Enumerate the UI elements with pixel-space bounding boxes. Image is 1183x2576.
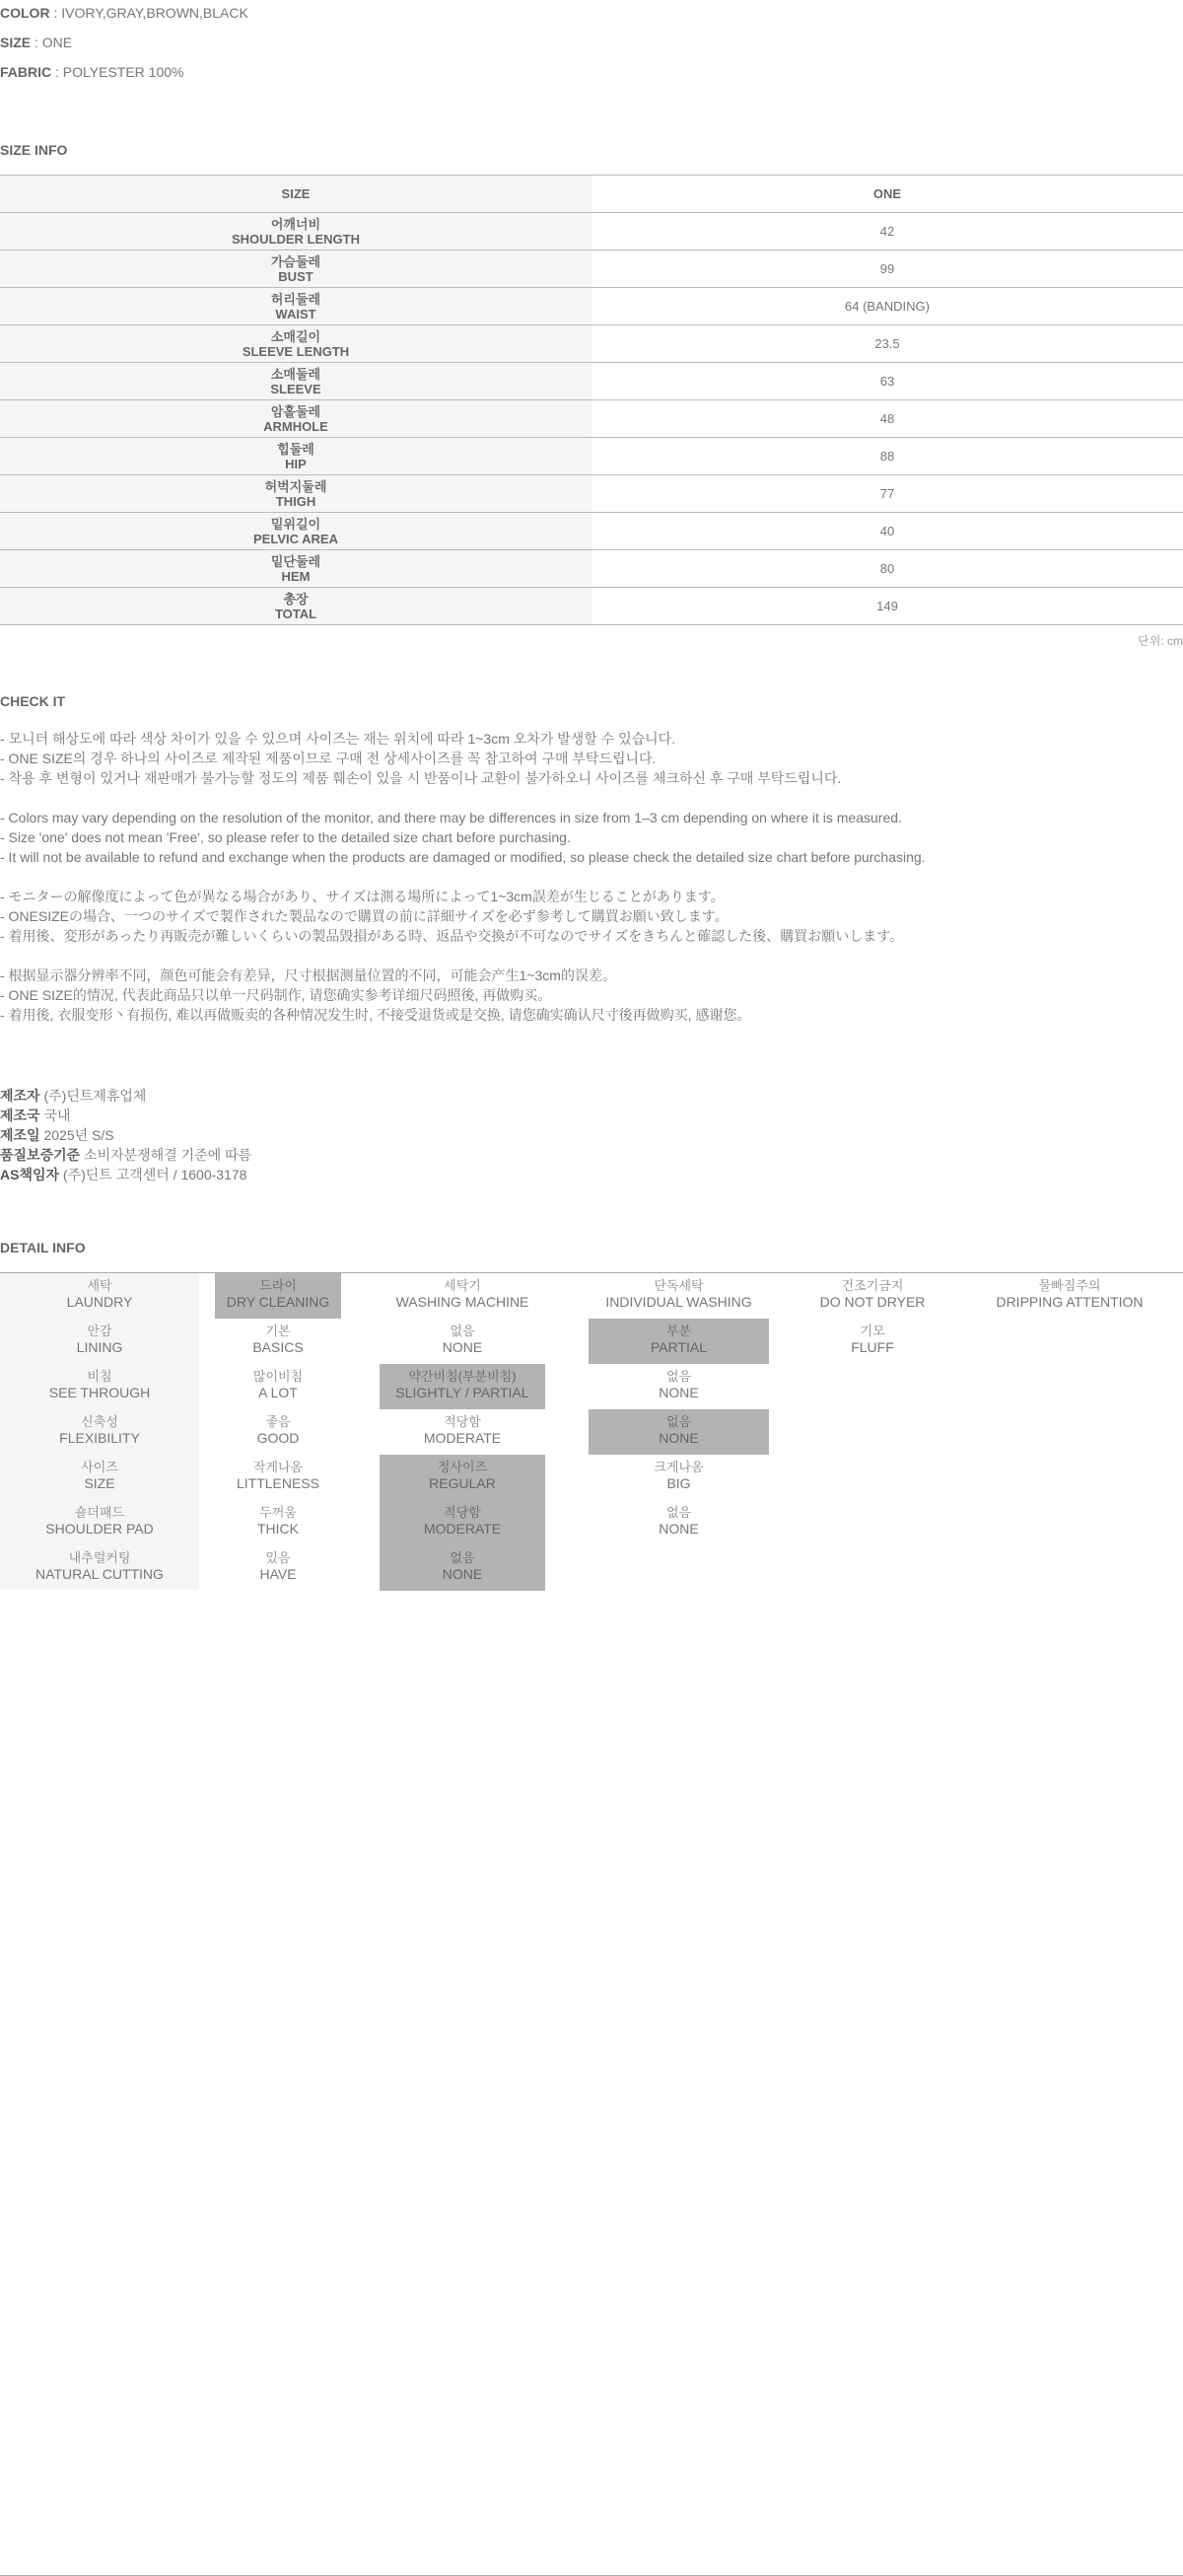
size-table-header bbox=[0, 176, 1183, 213]
detail-option-en: NONE bbox=[442, 1566, 483, 1582]
detail-option-ko: 물빠짐주의 bbox=[1038, 1278, 1101, 1293]
spec-fabric bbox=[0, 64, 183, 80]
size-measure-value: 88 bbox=[592, 438, 1183, 475]
size-measure-value: 99 bbox=[592, 250, 1183, 288]
detail-option bbox=[215, 1409, 341, 1455]
detail-option-en: MODERATE bbox=[423, 1521, 502, 1537]
check-it-line: - ONE SIZE的情况, 代表此商品只以单一尺码制作, 请您确实参考详细尺码照後, 再做购买。 bbox=[0, 987, 552, 1003]
measure-name-en: BUST bbox=[278, 268, 313, 284]
measure-name-ko: 허벅지둘레 bbox=[264, 478, 327, 494]
detail-row-label bbox=[0, 1459, 199, 1494]
spec-separator: : bbox=[31, 35, 42, 50]
check-it-body bbox=[0, 729, 926, 1044]
size-measure-label bbox=[0, 475, 592, 513]
detail-option-ko: 부분 bbox=[665, 1324, 692, 1338]
spec-value: ONE bbox=[41, 35, 73, 50]
detail-row-label bbox=[0, 1277, 199, 1313]
size-measure-value: 42 bbox=[592, 213, 1183, 250]
measure-name-en: HIP bbox=[285, 456, 307, 471]
detail-label-en: LINING bbox=[76, 1339, 123, 1355]
detail-option-ko: 단독세탁 bbox=[654, 1278, 704, 1293]
detail-option bbox=[589, 1364, 769, 1409]
measure-name-en: PELVIC AREA bbox=[253, 531, 338, 546]
detail-option-ko: 기모 bbox=[860, 1324, 885, 1338]
detail-option-en: DRY CLEANING bbox=[226, 1294, 330, 1310]
size-measure-value: 40 bbox=[592, 513, 1183, 550]
detail-option-ko: 없음 bbox=[450, 1550, 475, 1565]
detail-option-en: WASHING MACHINE bbox=[395, 1294, 529, 1310]
size-info-title: SIZE INFO bbox=[0, 142, 68, 158]
detail-option-en: NONE bbox=[659, 1521, 699, 1537]
detail-option-selected bbox=[589, 1319, 769, 1364]
check-it-line: - ONE SIZE의 경우 하나의 사이즈로 제작된 제품이므로 구매 전 상세사이즈를 꼭 참고하여 구매 부탁드립니다. bbox=[0, 751, 657, 766]
detail-option-ko: 크게나옴 bbox=[654, 1460, 704, 1474]
detail-label-ko: 사이즈 bbox=[81, 1460, 118, 1474]
detail-option bbox=[215, 1500, 341, 1545]
detail-option-en: NONE bbox=[659, 1385, 699, 1400]
size-measure-value: 149 bbox=[592, 588, 1183, 625]
detail-row-label bbox=[0, 1368, 199, 1403]
size-measure-value: 48 bbox=[592, 400, 1183, 438]
measure-name-ko: 소매둘레 bbox=[270, 366, 321, 382]
maker-info-line bbox=[0, 1145, 251, 1165]
check-it-line: - Colors may vary depending on the resolution of the monitor, and there may be differences in size from 1–3 cm depending on where it is measured. bbox=[0, 810, 902, 825]
maker-info-value: (주)딘트제휴업체 bbox=[43, 1088, 147, 1104]
detail-option-en: NONE bbox=[442, 1339, 483, 1355]
detail-option-selected bbox=[380, 1545, 545, 1591]
measure-name-ko: 소매길이 bbox=[270, 328, 321, 344]
detail-option bbox=[215, 1364, 341, 1409]
size-table-row bbox=[0, 475, 1183, 513]
detail-label-en: NATURAL CUTTING bbox=[35, 1566, 164, 1582]
detail-label-en: SEE THROUGH bbox=[48, 1385, 151, 1400]
spec-separator: : bbox=[49, 5, 62, 21]
check-it-line: - 着用後、変形があったり再販売が難しいくらいの製品毀損がある時、返品や交換が不可なのでサイズをきちんと確認した後、購買お願いします。 bbox=[0, 928, 904, 944]
detail-row-label bbox=[0, 1504, 199, 1539]
measure-name-en: SLEEVE bbox=[270, 381, 321, 396]
detail-option bbox=[589, 1273, 769, 1319]
maker-info-value: 국내 bbox=[43, 1108, 71, 1123]
measure-name-ko: 밑위길이 bbox=[270, 516, 321, 532]
spec-color bbox=[0, 5, 248, 21]
detail-label-ko: 안감 bbox=[87, 1324, 112, 1338]
maker-info-line bbox=[0, 1106, 251, 1125]
detail-option-en: NONE bbox=[659, 1430, 699, 1446]
maker-info bbox=[0, 1086, 251, 1184]
detail-option-ko: 없음 bbox=[450, 1324, 475, 1338]
measure-name-ko: 힙둘레 bbox=[277, 441, 314, 457]
measure-name-en: SLEEVE LENGTH bbox=[242, 343, 350, 359]
size-header-value: ONE bbox=[592, 176, 1183, 213]
measure-name-ko: 가슴둘레 bbox=[270, 253, 321, 269]
detail-label-en: LAUNDRY bbox=[66, 1294, 133, 1310]
size-measure-label bbox=[0, 588, 592, 625]
maker-info-line bbox=[0, 1125, 251, 1145]
detail-option-en: INDIVIDUAL WASHING bbox=[605, 1294, 752, 1310]
spec-value: IVORY,GRAY,BROWN,BLACK bbox=[61, 5, 248, 21]
size-header-label: SIZE bbox=[0, 176, 592, 213]
check-it-line: - 根据显示器分辨率不同，颜色可能会有差异，尺寸根据测量位置的不同，可能会产生1~3cm的误差。 bbox=[0, 967, 616, 983]
detail-option-ko: 두꺼움 bbox=[259, 1505, 297, 1520]
detail-label-en: FLEXIBILITY bbox=[59, 1430, 140, 1446]
check-it-paragraph bbox=[0, 729, 926, 788]
detail-option-en: BASICS bbox=[252, 1339, 304, 1355]
detail-option bbox=[784, 1273, 961, 1319]
detail-option bbox=[784, 1319, 961, 1364]
detail-option-en: MODERATE bbox=[423, 1430, 502, 1446]
detail-option-ko: 기본 bbox=[265, 1324, 291, 1338]
detail-option-en: GOOD bbox=[256, 1430, 300, 1446]
unit-note: 단위: cm bbox=[1138, 634, 1183, 648]
detail-option-en: THICK bbox=[257, 1521, 299, 1537]
detail-info-title: DETAIL INFO bbox=[0, 1240, 86, 1255]
detail-option bbox=[589, 1455, 769, 1500]
detail-option-ko: 정사이즈 bbox=[437, 1460, 488, 1474]
size-table-row bbox=[0, 325, 1183, 363]
spec-label: SIZE bbox=[0, 35, 32, 50]
size-measure-value: 23.5 bbox=[592, 325, 1183, 363]
size-measure-label bbox=[0, 213, 592, 250]
detail-option-en: PARTIAL bbox=[650, 1339, 708, 1355]
detail-row-label bbox=[0, 1413, 199, 1449]
detail-label-ko: 내추럴커팅 bbox=[68, 1550, 131, 1565]
size-measure-value: 64 (BANDING) bbox=[592, 288, 1183, 325]
detail-option-en: REGULAR bbox=[429, 1475, 496, 1491]
detail-option-en: LITTLENESS bbox=[236, 1475, 320, 1491]
spec-separator: : bbox=[51, 64, 63, 80]
detail-option bbox=[215, 1455, 341, 1500]
check-it-line: - 모니터 해상도에 따라 색상 차이가 있을 수 있으며 사이즈는 재는 위치에 따라 1~3cm 오차가 발생할 수 있습니다. bbox=[0, 731, 676, 747]
detail-option-ko: 없음 bbox=[665, 1414, 692, 1429]
detail-option-ko: 없음 bbox=[665, 1505, 692, 1520]
detail-label-ko: 비침 bbox=[87, 1369, 112, 1384]
maker-info-label: 제조국 bbox=[0, 1108, 40, 1123]
detail-option-selected bbox=[380, 1455, 545, 1500]
measure-name-en: WAIST bbox=[275, 306, 316, 322]
check-it-line: - It will not be available to refund and exchange when the products are damaged or modified, so please check the detailed size chart before purchasing. bbox=[0, 849, 926, 865]
size-table-row bbox=[0, 363, 1183, 400]
size-table-row bbox=[0, 250, 1183, 288]
check-it-paragraph bbox=[0, 808, 926, 867]
size-table-row bbox=[0, 400, 1183, 438]
check-it-paragraph bbox=[0, 887, 926, 946]
spec-label: COLOR bbox=[0, 5, 50, 21]
detail-label-en: SHOULDER PAD bbox=[45, 1521, 154, 1537]
detail-option bbox=[380, 1319, 545, 1364]
size-table bbox=[0, 175, 1183, 625]
size-measure-label bbox=[0, 325, 592, 363]
maker-info-value: 2025년 S/S bbox=[43, 1127, 114, 1143]
detail-option-ko: 드라이 bbox=[259, 1278, 297, 1293]
detail-row-label bbox=[0, 1549, 199, 1585]
detail-option-ko: 건조기금지 bbox=[841, 1278, 904, 1293]
measure-name-ko: 암홀둘레 bbox=[270, 403, 321, 419]
detail-option-ko: 적당함 bbox=[444, 1505, 481, 1520]
size-measure-value: 77 bbox=[592, 475, 1183, 513]
maker-info-label: 제조일 bbox=[0, 1127, 40, 1143]
check-it-paragraph bbox=[0, 966, 926, 1025]
size-measure-label bbox=[0, 550, 592, 588]
measure-name-en: ARMHOLE bbox=[263, 418, 328, 434]
measure-name-en: SHOULDER LENGTH bbox=[232, 231, 360, 247]
size-table-row bbox=[0, 288, 1183, 325]
detail-row-label bbox=[0, 1323, 199, 1358]
detail-option-ko: 작게나옴 bbox=[252, 1460, 304, 1474]
maker-info-line bbox=[0, 1086, 251, 1106]
detail-label-en: SIZE bbox=[84, 1475, 115, 1491]
size-table-row bbox=[0, 438, 1183, 475]
check-it-line: - 着用後, 衣服变形丶有损伤, 难以再做贩卖的各种情况发生时, 不接受退货或是交换, 请您确实确认尺寸後再做购买, 感谢您。 bbox=[0, 1007, 751, 1023]
detail-option-selected bbox=[380, 1364, 545, 1409]
measure-name-ko: 허리둘레 bbox=[270, 291, 321, 307]
size-measure-value: 63 bbox=[592, 363, 1183, 400]
detail-label-ko: 세탁 bbox=[87, 1278, 112, 1293]
maker-info-line bbox=[0, 1165, 251, 1184]
detail-option-en: SLIGHTLY / PARTIAL bbox=[395, 1385, 529, 1400]
check-it-line: - モニターの解像度によって色が異なる場合があり、サイズは測る場所によって1~3cm誤差が生じることがあります。 bbox=[0, 889, 725, 904]
size-measure-label bbox=[0, 363, 592, 400]
detail-option-en: DRIPPING ATTENTION bbox=[996, 1294, 1144, 1310]
detail-option-ko: 있음 bbox=[265, 1550, 291, 1565]
detail-option-ko: 좋음 bbox=[265, 1414, 291, 1429]
maker-info-label: AS책임자 bbox=[0, 1167, 60, 1182]
detail-option bbox=[971, 1273, 1168, 1319]
detail-option bbox=[215, 1319, 341, 1364]
detail-option bbox=[380, 1273, 545, 1319]
detail-option-en: A LOT bbox=[258, 1385, 298, 1400]
detail-label-ko: 숄더패드 bbox=[74, 1505, 125, 1520]
measure-name-en: THIGH bbox=[275, 493, 316, 509]
size-table-row bbox=[0, 550, 1183, 588]
size-table-row bbox=[0, 513, 1183, 550]
spec-label: FABRIC bbox=[0, 64, 52, 80]
detail-option-en: HAVE bbox=[259, 1566, 297, 1582]
detail-option-selected bbox=[215, 1273, 341, 1319]
detail-option bbox=[215, 1545, 341, 1591]
measure-name-en: HEM bbox=[281, 568, 311, 584]
detail-option-ko: 세탁기 bbox=[444, 1278, 481, 1293]
check-it-line: - ONESIZEの場合、一つのサイズで製作された製品なので購買の前に詳細サイズを必ず参考して購買お願い致します。 bbox=[0, 908, 729, 924]
detail-option-ko: 약간비침(부분비침) bbox=[408, 1369, 517, 1384]
detail-option-selected bbox=[589, 1409, 769, 1455]
spec-value: POLYESTER 100% bbox=[62, 64, 184, 80]
detail-option-ko: 적당함 bbox=[444, 1414, 481, 1429]
detail-option-en: BIG bbox=[666, 1475, 691, 1491]
check-it-line: - 착용 후 변형이 있거나 재판매가 불가능할 정도의 제품 훼손이 있을 시 반품이나 교환이 불가하오니 사이즈를 체크하신 후 구매 부탁드립니다. bbox=[0, 770, 842, 786]
measure-name-ko: 총장 bbox=[283, 591, 309, 607]
size-table-row bbox=[0, 588, 1183, 625]
size-table-row bbox=[0, 213, 1183, 250]
spec-size bbox=[0, 35, 72, 50]
detail-option-en: DO NOT DRYER bbox=[819, 1294, 926, 1310]
maker-info-value: (주)딘트 고객센터 / 1600-3178 bbox=[62, 1167, 247, 1182]
measure-name-ko: 밑단둘레 bbox=[270, 553, 321, 569]
measure-name-ko: 어깨너비 bbox=[270, 216, 321, 232]
detail-option-ko: 많이비침 bbox=[252, 1369, 304, 1384]
detail-option bbox=[380, 1409, 545, 1455]
maker-info-label: 제조자 bbox=[0, 1088, 40, 1104]
measure-name-en: TOTAL bbox=[274, 606, 317, 621]
size-measure-value: 80 bbox=[592, 550, 1183, 588]
check-it-line: - Size 'one' does not mean 'Free', so please refer to the detailed size chart before purchasing. bbox=[0, 829, 571, 845]
size-measure-label bbox=[0, 288, 592, 325]
detail-option-ko: 없음 bbox=[665, 1369, 692, 1384]
check-it-title: CHECK IT bbox=[0, 693, 66, 709]
detail-option-selected bbox=[380, 1500, 545, 1545]
maker-info-label: 품질보증기준 bbox=[0, 1147, 81, 1163]
size-measure-label bbox=[0, 250, 592, 288]
size-measure-label bbox=[0, 400, 592, 438]
detail-option bbox=[589, 1500, 769, 1545]
detail-label-ko: 신축성 bbox=[81, 1414, 118, 1429]
size-measure-label bbox=[0, 438, 592, 475]
size-measure-label bbox=[0, 513, 592, 550]
detail-option-en: FLUFF bbox=[851, 1339, 894, 1355]
maker-info-value: 소비자분쟁해결 기준에 따름 bbox=[84, 1147, 252, 1163]
